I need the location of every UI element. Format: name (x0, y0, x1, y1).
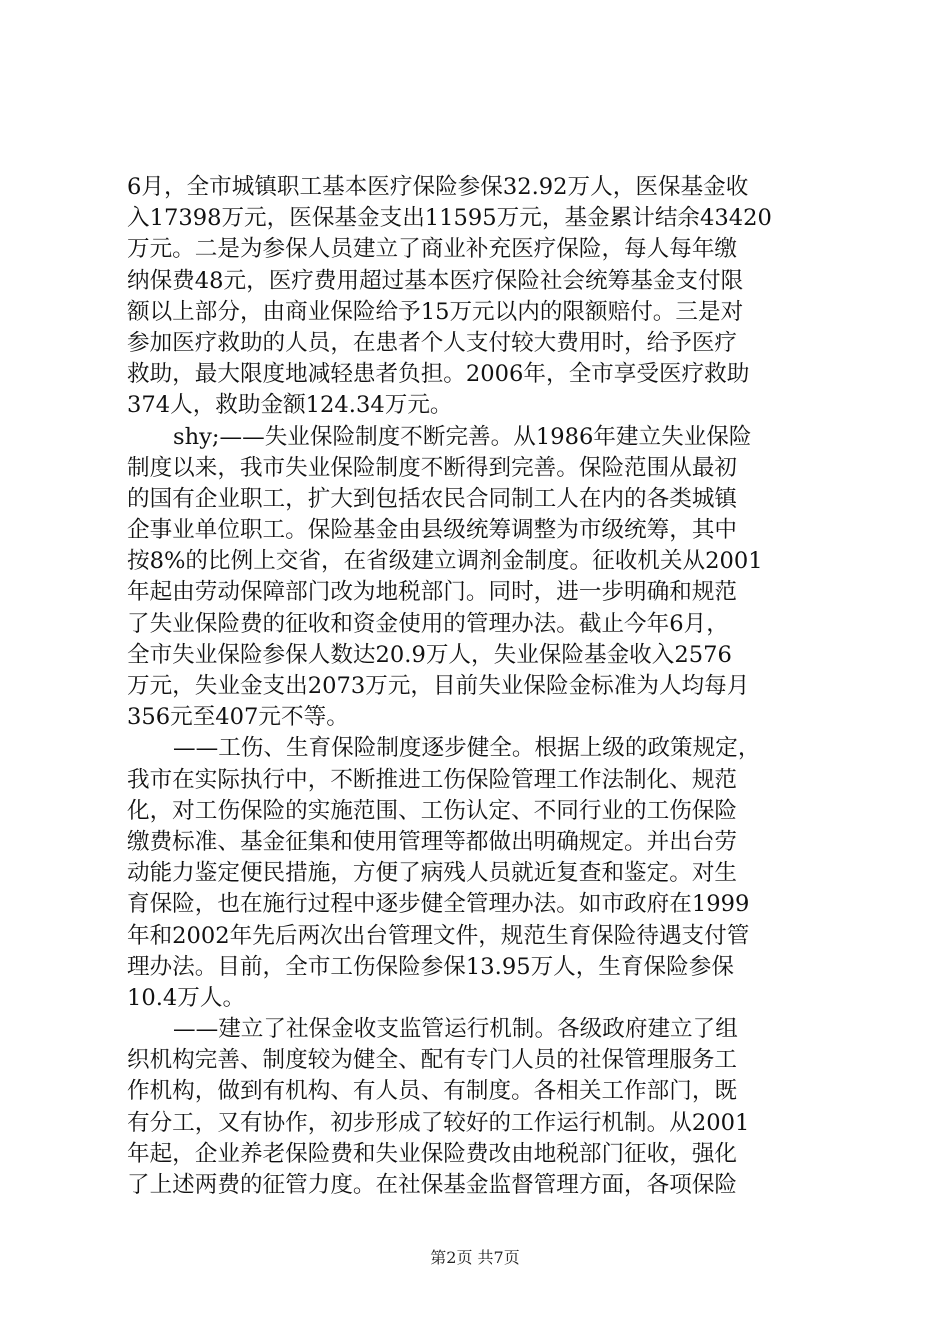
text-line: 我市在实际执行中，不断推进工伤保险管理工作法制化、规范 (127, 766, 738, 793)
text-line: 织机构完善、制度较为健全、配有专门人员的社保管理服务工 (127, 1047, 738, 1074)
text-line: 参加医疗救助的人员，在患者个人支付较大费用时，给予医疗 (127, 329, 738, 356)
text-line: 额以上部分，由商业保险给予15万元以内的限额赔付。三是对 (127, 298, 744, 325)
text-line: 了失业保险费的征收和资金使用的管理办法。截止今年6月， (127, 610, 729, 637)
text-line: 缴费标准、基金征集和使用管理等都做出明确规定。并出台劳 (127, 828, 738, 855)
text-line: 万元，失业金支出2073万元，目前失业保险金标准为人均每月 (127, 673, 750, 699)
text-line: 的国有企业职工，扩大到包括农民合同制工人在内的各类城镇 (127, 485, 738, 512)
text-line: 10.4万人。 (127, 984, 246, 1011)
text-line: 动能力鉴定便民措施，方便了病残人员就近复查和鉴定。对生 (127, 860, 738, 887)
text-line: 作机构，做到有机构、有人员、有制度。各相关工作部门，既 (127, 1078, 738, 1105)
text-line: 了上述两费的征管力度。在社保基金监督管理方面，各项保险 (127, 1172, 738, 1198)
text-line: 企事业单位职工。保险基金由县级统筹调整为市级统筹，其中 (127, 517, 738, 544)
text-line: 育保险，也在施行过程中逐步健全管理办法。如市政府在1999 (127, 891, 750, 918)
text-line: 救助，最大限度地减轻患者负担。2006年，全市享受医疗救助 (127, 361, 750, 388)
text-line: ——工伤、生育保险制度逐步健全。根据上级的政策规定， (173, 735, 761, 762)
text-line: ——建立了社保金收支监管运行机制。各级政府建立了组 (173, 1016, 738, 1043)
text-line: 全市失业保险参保人数达20.9万人，失业保险基金收入2576 (127, 641, 732, 668)
page-footer: 第2页 共7页 (430, 1248, 520, 1267)
text-line: 入17398万元，医保基金支出11595万元，基金累计结余43420 (127, 205, 772, 232)
text-line: 有分工，又有协作，初步形成了较好的工作运行机制。从2001 (127, 1109, 750, 1136)
text-line: 年和2002年先后两次出台管理文件，规范生育保险待遇支付管 (127, 922, 750, 949)
text-line: 理办法。目前，全市工伤保险参保13.95万人，生育保险参保 (127, 953, 734, 980)
text-line: 纳保费48元，医疗费用超过基本医疗保险社会统筹基金支付限 (127, 267, 744, 294)
text-line: 制度以来，我市失业保险制度不断得到完善。保险范围从最初 (127, 454, 738, 481)
text-line: 年起，企业养老保险费和失业保险费改由地税部门征收，强化 (127, 1140, 738, 1167)
text-line: 化，对工伤保险的实施范围、工伤认定、不同行业的工伤保险 (127, 797, 738, 824)
text-line: 6月，全市城镇职工基本医疗保险参保32.92万人，医保基金收 (127, 174, 749, 200)
text-line: 按8%的比例上交省，在省级建立调剂金制度。征收机关从2001 (127, 548, 763, 575)
text-line: 374人，救助金额124.34万元。 (127, 392, 453, 419)
document-body (127, 172, 827, 1201)
text-line: 年起由劳动保障部门改为地税部门。同时，进一步明确和规范 (127, 579, 738, 606)
text-line: shy;——失业保险制度不断完善。从1986年建立失业保险 (173, 423, 752, 450)
text-line: 356元至407元不等。 (127, 704, 349, 731)
text-line: 万元。二是为参保人员建立了商业补充医疗保险，每人每年缴 (127, 236, 738, 263)
